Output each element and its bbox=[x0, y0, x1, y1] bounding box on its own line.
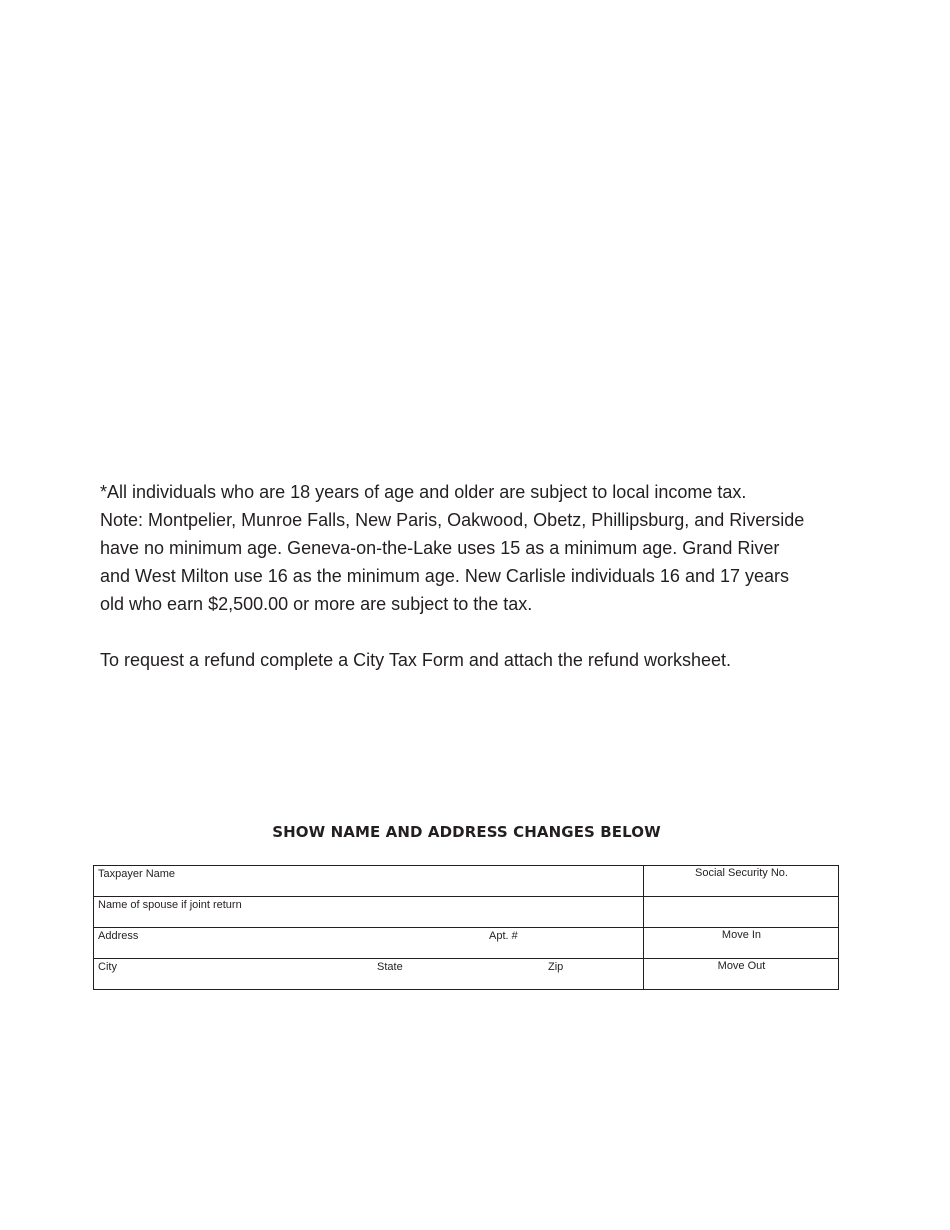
spouse-name-label: Name of spouse if joint return bbox=[98, 899, 242, 911]
address-row bbox=[94, 928, 838, 959]
address-label: Address bbox=[98, 930, 139, 942]
city-label: City bbox=[98, 961, 117, 973]
state-label: State bbox=[377, 961, 403, 973]
note-line-1: Note: Montpelier, Munroe Falls, New Paris, Oakwood, Obetz, Phillipsburg, and Riverside bbox=[100, 510, 805, 530]
note-line-3: and West Milton use 16 as the minimum age. New Carlisle individuals 16 and 17 years bbox=[100, 566, 790, 586]
column-divider bbox=[643, 897, 644, 927]
city-row bbox=[94, 959, 838, 989]
move-in-label: Move In bbox=[721, 929, 762, 941]
taxpayer-name-label: Taxpayer Name bbox=[98, 868, 176, 880]
tax-notes bbox=[100, 478, 860, 674]
age-requirement-text: *All individuals who are 18 years of age and older are subject to local income tax. bbox=[100, 482, 747, 502]
move-out-label: Move Out bbox=[717, 960, 766, 972]
taxpayer-name-row bbox=[94, 866, 838, 897]
note-line-2: have no minimum age. Geneva-on-the-Lake uses 15 as a minimum age. Grand River bbox=[100, 538, 780, 558]
ssn-label: Social Security No. bbox=[695, 867, 788, 879]
name-address-change-form bbox=[93, 865, 839, 990]
refund-instructions: To request a refund complete a City Tax Form and attach the refund worksheet. bbox=[100, 650, 732, 670]
form-title: SHOW NAME AND ADDRESS CHANGES BELOW bbox=[272, 823, 661, 841]
apt-label: Apt. # bbox=[489, 930, 518, 942]
zip-label: Zip bbox=[548, 961, 564, 973]
spouse-name-row bbox=[94, 897, 838, 928]
note-line-4: old who earn $2,500.00 or more are subject to the tax. bbox=[100, 594, 533, 614]
